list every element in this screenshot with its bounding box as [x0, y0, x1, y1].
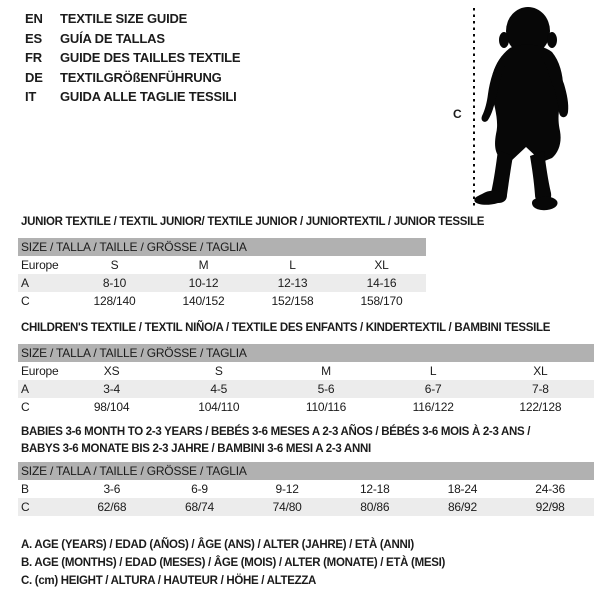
size-table-section-2: [18, 321, 594, 416]
row-label-cell: C: [21, 400, 30, 414]
table-title: JUNIOR TEXTILE / TEXTIL JUNIOR/ TEXTILE JUNIOR / JUNIORTEXTIL / JUNIOR TESSILE: [21, 216, 485, 228]
value-cell: XS: [103, 364, 120, 378]
size-header-bar: SIZE / TALLA / TAILLE / GRÖSSE / TAGLIA: [18, 344, 594, 362]
value-cell: 12-18: [359, 482, 390, 496]
footnote-line: A. AGE (YEARS) / EDAD (AÑOS) / ÂGE (ANS) / ALTER (JAHRE) / ETÀ (ANNI): [21, 539, 414, 551]
table-row: [18, 362, 594, 380]
language-title: TEXTILGRÖßENFÜHRUNG: [60, 69, 222, 85]
value-cell: 9-12: [275, 482, 299, 496]
value-cell: 18-24: [447, 482, 478, 496]
height-measure-label: C: [453, 107, 462, 121]
value-cell: 158/170: [360, 294, 403, 308]
table-row: [18, 380, 594, 398]
value-cell: 74/80: [272, 500, 302, 514]
value-cell: 14-16: [366, 276, 397, 290]
row-label-cell: A: [21, 382, 29, 396]
value-cell: 110/116: [305, 400, 347, 414]
value-cell: M: [198, 258, 209, 272]
row-label-cell: Europe: [21, 258, 59, 272]
silhouette-ear-right: [547, 32, 557, 48]
language-list: [25, 9, 240, 107]
table-row: [18, 480, 594, 498]
footnote-line: C. (cm) HEIGHT / ALTURA / HAUTEUR / HÖHE / ALTEZZA: [21, 575, 317, 587]
value-cell: M: [321, 364, 331, 378]
value-cell: 104/110: [198, 400, 240, 414]
value-cell: 12-13: [277, 276, 308, 290]
value-cell: 86/92: [447, 500, 477, 514]
value-cell: 140/152: [182, 294, 225, 308]
value-cell: 128/140: [93, 294, 136, 308]
footnote-line: B. AGE (MONTHS) / EDAD (MESES) / ÂGE (MOIS) / ALTER (MONATE) / ETÀ (MESI): [21, 557, 446, 569]
language-title: GUIDE DES TAILLES TEXTILE: [60, 50, 241, 66]
value-cell: 3-6: [103, 482, 121, 496]
value-cell: 68/74: [184, 500, 214, 514]
size-table-section-3: [18, 424, 594, 516]
language-row: [25, 68, 240, 88]
footnotes: [21, 536, 445, 590]
table-title-block: [18, 321, 594, 335]
value-cell: 4-5: [210, 382, 228, 396]
value-cell: 7-8: [532, 382, 549, 396]
value-cell: 3-4: [103, 382, 120, 396]
language-code: ES: [25, 30, 42, 46]
size-table: [18, 362, 594, 416]
value-cell: 122/128: [519, 400, 562, 414]
value-cell: 10-12: [188, 276, 219, 290]
value-cell: 152/158: [271, 294, 314, 308]
size-table-section-1: [18, 215, 485, 310]
toddler-silhouette-icon: [474, 7, 568, 210]
language-row: [25, 29, 240, 49]
value-cell: L: [429, 364, 437, 378]
table-title: BABYS 3-6 MONATE BIS 2-3 JAHRE / BAMBINI 3-6 MESI A 2-3 ANNI: [21, 443, 371, 455]
value-cell: XL: [374, 258, 389, 272]
table-row: [18, 274, 426, 292]
language-code: FR: [25, 50, 42, 66]
size-table: [18, 480, 594, 516]
language-row: [25, 9, 240, 29]
size-table: [18, 256, 426, 310]
table-title: BABIES 3-6 MONTH TO 2-3 YEARS / BEBÉS 3-6 MESES A 2-3 AÑOS / BÉBÉS 3-6 MOIS À 2-3 ANS /: [21, 426, 531, 438]
row-label-cell: C: [21, 294, 30, 308]
toddler-figure: [440, 0, 600, 215]
table-row: [18, 498, 594, 516]
row-label-cell: B: [21, 482, 29, 496]
language-row: [25, 48, 240, 68]
toddler-figure-svg: [440, 0, 600, 215]
size-header-bar: SIZE / TALLA / TAILLE / GRÖSSE / TAGLIA: [18, 238, 426, 256]
table-row: [18, 398, 594, 416]
value-cell: 5-6: [317, 382, 335, 396]
language-title: TEXTILE SIZE GUIDE: [60, 11, 188, 27]
size-header-bar: SIZE / TALLA / TAILLE / GRÖSSE / TAGLIA: [18, 462, 594, 480]
value-cell: 116/122: [412, 400, 454, 414]
value-cell: 92/98: [535, 500, 565, 514]
table-title-block: [18, 424, 594, 458]
value-cell: S: [110, 258, 119, 272]
value-cell: 24-36: [535, 482, 565, 496]
row-label-cell: C: [21, 500, 30, 514]
silhouette-ear-left: [499, 32, 509, 48]
value-cell: 80/86: [360, 500, 390, 514]
table-title-block: [18, 215, 485, 229]
value-cell: S: [214, 364, 223, 378]
table-row: [18, 256, 426, 274]
language-code: IT: [25, 89, 37, 105]
language-code: DE: [25, 69, 43, 85]
language-row: [25, 87, 240, 107]
value-cell: L: [289, 258, 296, 272]
language-title: GUÍA DE TALLAS: [60, 30, 165, 46]
value-cell: 6-9: [191, 482, 208, 496]
value-cell: 98/104: [93, 400, 130, 414]
language-code: EN: [25, 11, 43, 27]
row-label-cell: A: [21, 276, 29, 290]
language-title: GUIDA ALLE TAGLIE TESSILI: [60, 89, 237, 105]
table-title: CHILDREN'S TEXTILE / TEXTIL NIÑO/A / TEXTILE DES ENFANTS / KINDERTEXTIL / BAMBINI TESSILE: [21, 322, 551, 334]
table-row: [18, 292, 426, 310]
value-cell: 8-10: [102, 276, 127, 290]
value-cell: 62/68: [97, 500, 127, 514]
value-cell: 6-7: [424, 382, 442, 396]
row-label-cell: Europe: [21, 364, 59, 378]
value-cell: XL: [533, 364, 548, 378]
